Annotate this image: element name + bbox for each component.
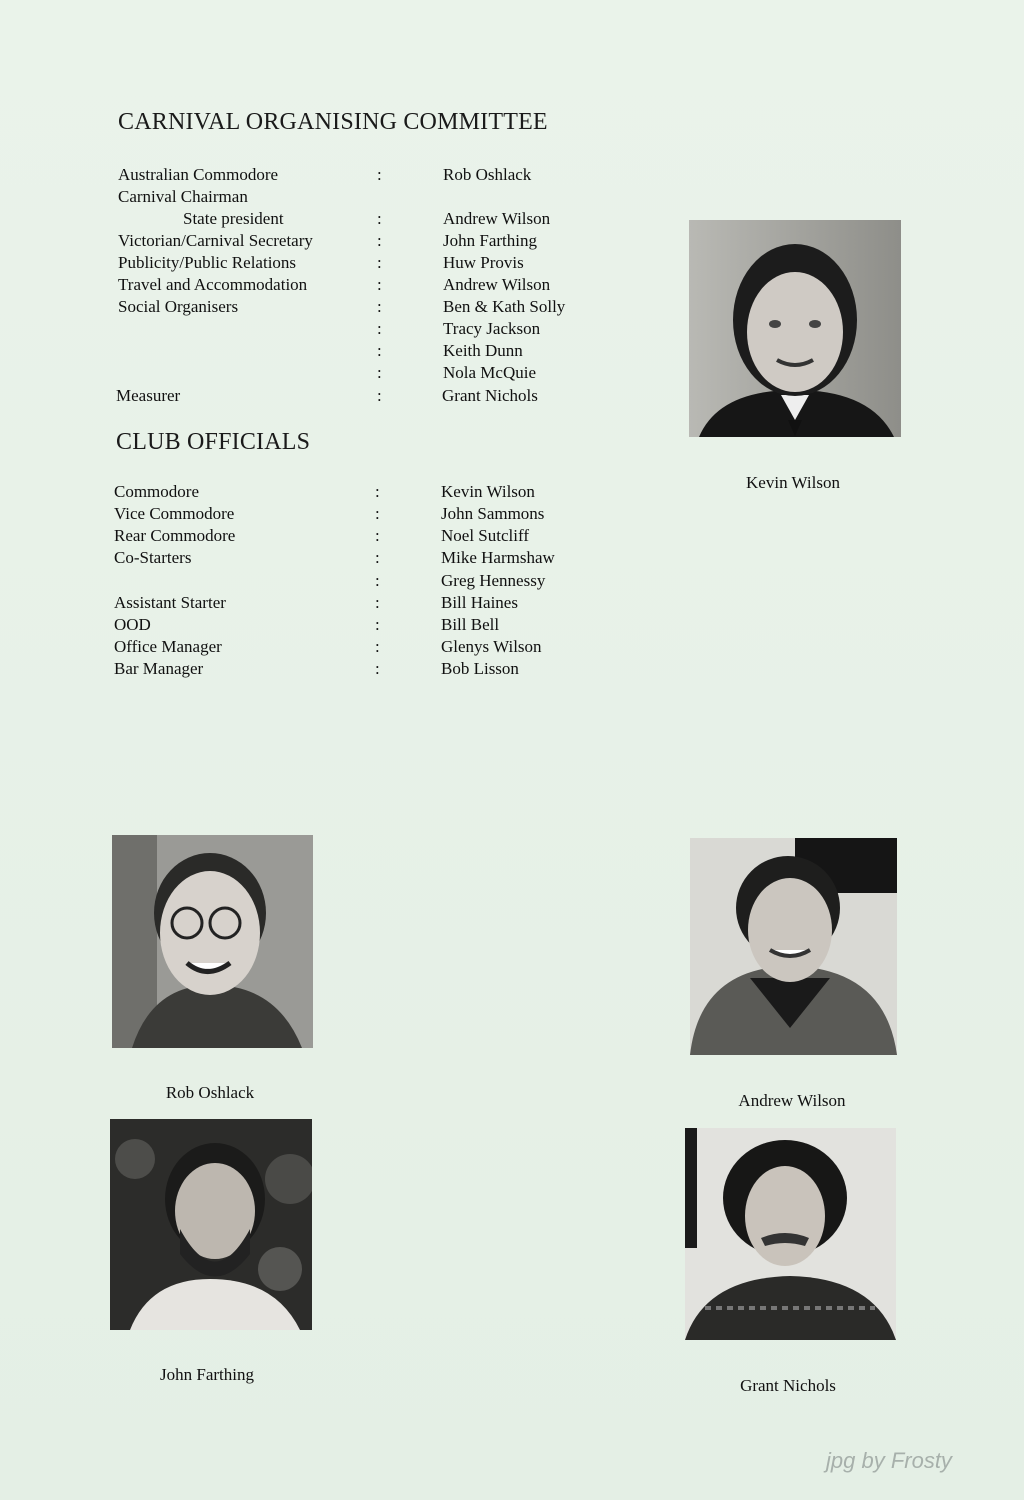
- member-name: Rob Oshlack: [443, 165, 532, 184]
- club-row: [114, 614, 594, 636]
- separator: :: [375, 593, 380, 612]
- member-name: Andrew Wilson: [443, 275, 551, 294]
- separator: :: [375, 526, 380, 545]
- member-name: Ben & Kath Solly: [443, 297, 566, 316]
- separator: :: [375, 637, 380, 656]
- member-name: Greg Hennessy: [441, 571, 546, 590]
- club-row: [114, 547, 594, 569]
- member-name: Bob Lisson: [441, 659, 519, 678]
- caption-rob-oshlack: Rob Oshlack: [165, 1083, 255, 1102]
- role-label: Measurer: [116, 386, 181, 405]
- separator: :: [377, 319, 382, 338]
- carnival-row: [118, 340, 598, 362]
- role-label: State president: [183, 209, 284, 228]
- carnival-row: [118, 362, 598, 384]
- portrait-image: [690, 838, 897, 1055]
- role-label: Commodore: [114, 482, 199, 501]
- watermark: jpg by Frosty: [826, 1448, 952, 1473]
- separator: :: [377, 275, 382, 294]
- separator: :: [375, 548, 380, 567]
- member-name: Tracy Jackson: [443, 319, 541, 338]
- role-label: Office Manager: [114, 637, 222, 656]
- caption-john-farthing: John Farthing: [160, 1365, 254, 1384]
- photo-rob-oshlack: [112, 835, 313, 1048]
- separator: :: [375, 571, 380, 590]
- carnival-row: [116, 385, 596, 407]
- role-label: Rear Commodore: [114, 526, 236, 545]
- club-row: [114, 503, 594, 525]
- role-label: Victorian/Carnival Secretary: [118, 231, 313, 250]
- carnival-row: [118, 230, 598, 252]
- carnival-row: [118, 274, 598, 296]
- club-row: [114, 636, 594, 658]
- member-name: John Farthing: [443, 231, 537, 250]
- club-row: [114, 525, 594, 547]
- separator: :: [377, 363, 382, 382]
- club-row: [114, 481, 594, 503]
- carnival-row: [118, 208, 598, 230]
- separator: :: [377, 297, 382, 316]
- role-label: Co-Starters: [114, 548, 192, 567]
- member-name: Huw Provis: [443, 253, 524, 272]
- separator: :: [377, 386, 382, 405]
- role-label: Vice Commodore: [114, 504, 235, 523]
- member-name: Glenys Wilson: [441, 637, 542, 656]
- separator: :: [377, 165, 382, 184]
- separator: :: [377, 231, 382, 250]
- portrait-image: [685, 1128, 896, 1340]
- member-name: Mike Harmshaw: [441, 548, 555, 567]
- separator: :: [377, 253, 382, 272]
- caption-grant-nichols: Grant Nichols: [740, 1376, 836, 1395]
- carnival-row: [118, 296, 598, 318]
- carnival-committee-heading: CARNIVAL ORGANISING COMMITTEE: [118, 109, 548, 135]
- role-label: Travel and Accommodation: [118, 275, 308, 294]
- role-label: Publicity/Public Relations: [118, 253, 297, 272]
- member-name: Nola McQuie: [443, 363, 537, 382]
- photo-john-farthing: [110, 1119, 312, 1330]
- role-label: Assistant Starter: [114, 593, 226, 612]
- photo-andrew-wilson: [690, 838, 897, 1055]
- separator: :: [375, 504, 380, 523]
- role-label: Australian Commodore: [118, 165, 279, 184]
- portrait-image: [110, 1119, 312, 1330]
- carnival-row: [118, 164, 598, 186]
- member-name: Grant Nichols: [442, 386, 538, 405]
- club-officials-heading: CLUB OFFICIALS: [116, 429, 311, 455]
- member-name: Kevin Wilson: [441, 482, 535, 501]
- caption-andrew-wilson: Andrew Wilson: [738, 1091, 846, 1110]
- portrait-image: [689, 220, 901, 437]
- club-row: [114, 658, 594, 680]
- role-label: Social Organisers: [118, 297, 239, 316]
- photo-kevin-wilson: [689, 220, 901, 437]
- caption-kevin-wilson: Kevin Wilson: [746, 473, 840, 492]
- separator: :: [375, 659, 380, 678]
- member-name: Keith Dunn: [443, 341, 523, 360]
- member-name: Bill Bell: [441, 615, 500, 634]
- separator: :: [377, 341, 382, 360]
- club-row: [114, 592, 594, 614]
- carnival-row: [118, 318, 598, 340]
- portrait-image: [112, 835, 313, 1048]
- member-name: John Sammons: [441, 504, 545, 523]
- separator: :: [377, 209, 382, 228]
- club-row: [114, 570, 594, 592]
- member-name: Andrew Wilson: [443, 209, 551, 228]
- role-label: OOD: [114, 615, 151, 634]
- member-name: Noel Sutcliff: [441, 526, 529, 545]
- member-name: Bill Haines: [441, 593, 518, 612]
- photo-grant-nichols: [685, 1128, 896, 1340]
- separator: :: [375, 615, 380, 634]
- carnival-row: [118, 186, 598, 208]
- carnival-row: [118, 252, 598, 274]
- separator: :: [375, 482, 380, 501]
- role-label: Carnival Chairman: [118, 187, 248, 206]
- role-label: Bar Manager: [114, 659, 204, 678]
